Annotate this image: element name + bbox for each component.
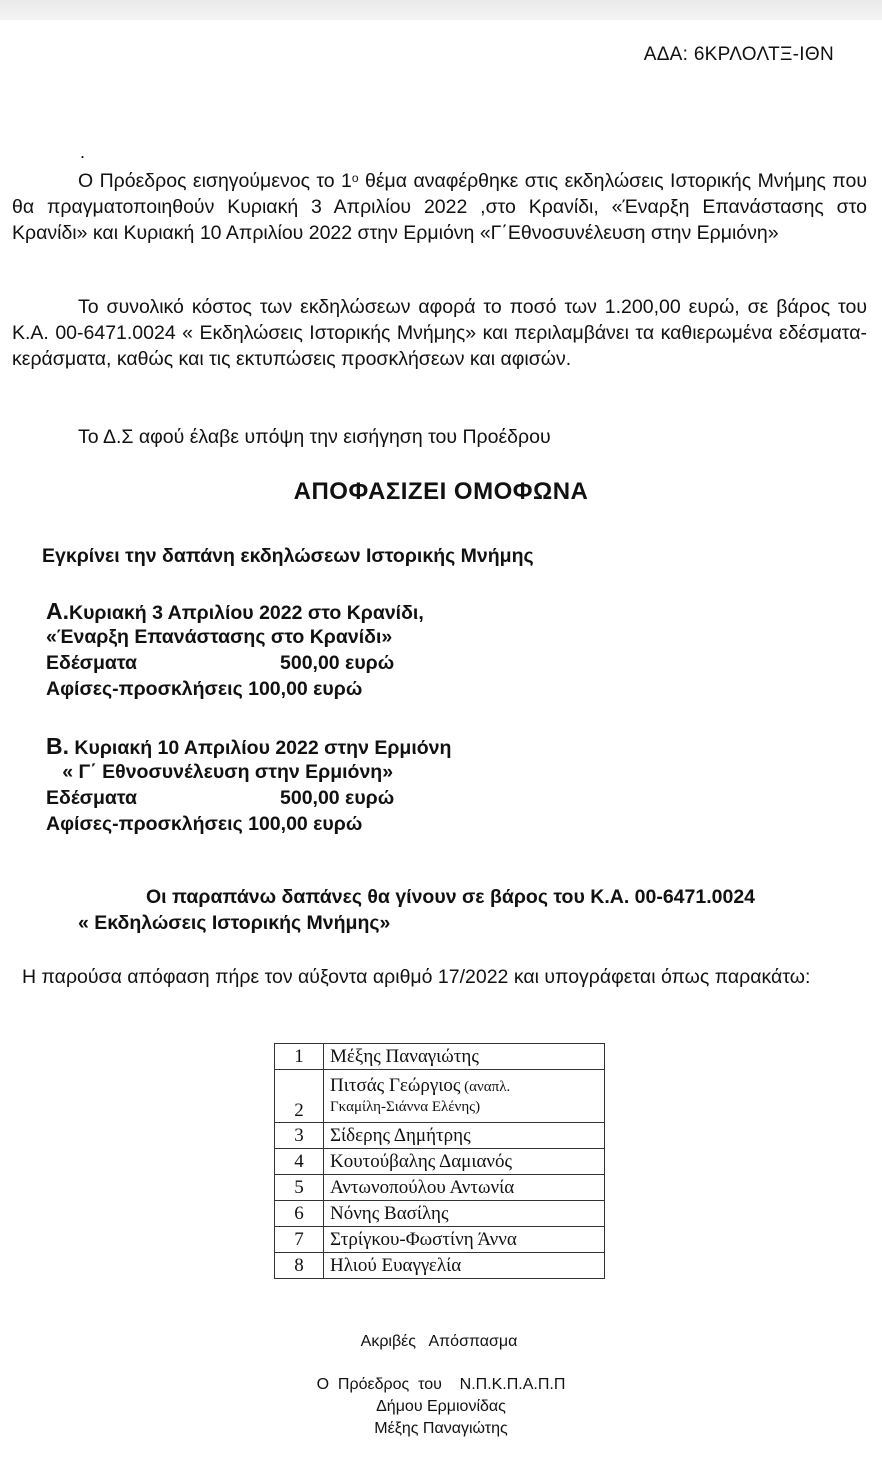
ordinal-superscript: ο (351, 171, 359, 185)
table-row (275, 1149, 605, 1175)
decision-number-text: Η παρούσα απόφαση πήρε τον αύξοντα αριθμό 17/2022 και υπογράφεται όπως παρακάτω: (22, 966, 811, 988)
signatory-number: 3 (275, 1123, 324, 1149)
signatory-name: Κουτούβαλης Δαμιανός (324, 1149, 605, 1175)
section-b-food-amount: 500,00 ευρώ (280, 787, 395, 809)
table-row (275, 1044, 605, 1070)
section-b-title-text: Κυριακή 10 Απριλίου 2022 στην Ερμιόνη (69, 737, 452, 759)
section-b-item-food (46, 785, 451, 811)
table-row (275, 1175, 605, 1201)
approve-line: Εγκρίνει την δαπάνη εκδηλώσεων Ιστορικής Μνήμης (42, 545, 534, 567)
signatory-name: Στρίγκου-Φωστίνη Άννα (324, 1227, 605, 1253)
president-title: Ο Πρόεδρος του Ν.Π.Κ.Π.Α.Π.Π (316, 1376, 566, 1393)
intro-paragraph-rest: θέμα αναφέρθηκε στις εκδηλώσεις Ιστορικής Μνήμης που θα πραγματοποιηθούν Κυριακή 3 Απριλίου 2022 ,στο Κρανίδι, «Έναρξη Επανάστασης στο Κρανίδι» και Κυριακή 10 Απριλίου 2022 στην Ερμιόνη «Γ΄Εθνοσυνέλευση στην Ερμιόνη» (12, 170, 867, 244)
signatory-number: 2 (275, 1070, 324, 1123)
section-a-item-posters: Αφίσες-προσκλήσεις 100,00 ευρώ (46, 678, 363, 700)
signatory-number: 4 (275, 1149, 324, 1175)
intro-paragraph (12, 168, 867, 246)
signatory-name: Μέξης Παναγιώτης (324, 1044, 605, 1070)
decision-heading: ΑΠΟΦΑΣΙΖΕΙ ΟΜΟΦΩΝΑ (293, 478, 589, 505)
signatory-number: 1 (275, 1044, 324, 1070)
section-b-item-posters: Αφίσες-προσκλήσεις 100,00 ευρώ (46, 813, 363, 835)
table-row (275, 1123, 605, 1149)
signatory-name: Αντωνοπούλου Αντωνία (324, 1175, 605, 1201)
section-a (46, 598, 424, 702)
signatory-number: 5 (275, 1175, 324, 1201)
signatory-number: 6 (275, 1201, 324, 1227)
signatory-name: Νόνης Βασίλης (324, 1201, 605, 1227)
signatory-number: 7 (275, 1227, 324, 1253)
ada-code: ΑΔΑ: 6ΚΡΛΟΛΤΞ-ΙΘΝ (643, 44, 834, 65)
signatory-number: 8 (275, 1253, 324, 1279)
signatory-name-cell (324, 1070, 605, 1123)
council-paragraph (12, 424, 867, 450)
decision-number-paragraph (12, 964, 867, 990)
signatories-table (274, 1043, 605, 1279)
section-a-food-label: Εδέσματα (46, 652, 138, 674)
intro-paragraph-start: Ο Πρόεδρος εισηγούμενος το 1 (78, 170, 352, 192)
section-a-food-amount: 500,00 ευρώ (280, 652, 395, 674)
signatory-name: Πιτσάς Γεώργιος (330, 1074, 461, 1096)
section-a-title (46, 598, 424, 624)
cost-paragraph-text: Το συνολικό κόστος των εκδηλώσεων αφορά το ποσό των 1.200,00 ευρώ, σε βάρος του Κ.Α. 00-6471.0024 « Εκδηλώσεις Ιστορικής Μνήμης» και περιλαμβάνει τα καθιερωμένα εδέσματα-κεράσματα, καθώς και τις εκτυπώσεις προσκλήσεων και αφισών. (12, 296, 867, 370)
closing-line-1: Οι παραπάνω δαπάνες θα γίνουν σε βάρος του Κ.Α. 00-6471.0024 (146, 886, 756, 908)
table-row (275, 1227, 605, 1253)
section-b-title (46, 733, 451, 759)
municipality-name: Δήμου Ερμιονίδας (376, 1398, 506, 1415)
section-b-food-label: Εδέσματα (46, 787, 138, 809)
section-a-letter: Α. (46, 598, 69, 624)
table-row (275, 1070, 605, 1123)
president-name: Μέξης Παναγιώτης (374, 1420, 508, 1437)
section-a-event: «Έναρξη Επανάστασης στο Κρανίδι» (46, 626, 393, 648)
table-row (275, 1253, 605, 1279)
cost-paragraph (12, 294, 867, 372)
signatory-substitute-note: (αναπλ. (460, 1078, 511, 1095)
council-paragraph-text: Το Δ.Σ αφού έλαβε υπόψη την εισήγηση του Προέδρου (78, 426, 551, 448)
signatory-substitute-name: Γκαμίλη-Σιάννα Ελένης) (330, 1098, 481, 1115)
certified-copy-label: Ακριβές Απόσπασμα (360, 1333, 518, 1350)
section-b-event: « Γ΄ Εθνοσυνέλευση στην Ερμιόνη» (46, 761, 394, 783)
stray-dot: . (80, 142, 86, 162)
section-a-item-food (46, 650, 424, 676)
signatory-name: Ηλιού Ευαγγελία (324, 1253, 605, 1279)
top-band (0, 0, 882, 20)
section-b-letter: Β. (46, 733, 69, 759)
signatory-name: Σίδερης Δημήτρης (324, 1123, 605, 1149)
section-a-title-text: Κυριακή 3 Απριλίου 2022 στο Κρανίδι, (69, 602, 424, 624)
section-b (46, 733, 451, 837)
closing-line-2: « Εκδηλώσεις Ιστορικής Μνήμης» (78, 912, 391, 934)
table-row (275, 1201, 605, 1227)
